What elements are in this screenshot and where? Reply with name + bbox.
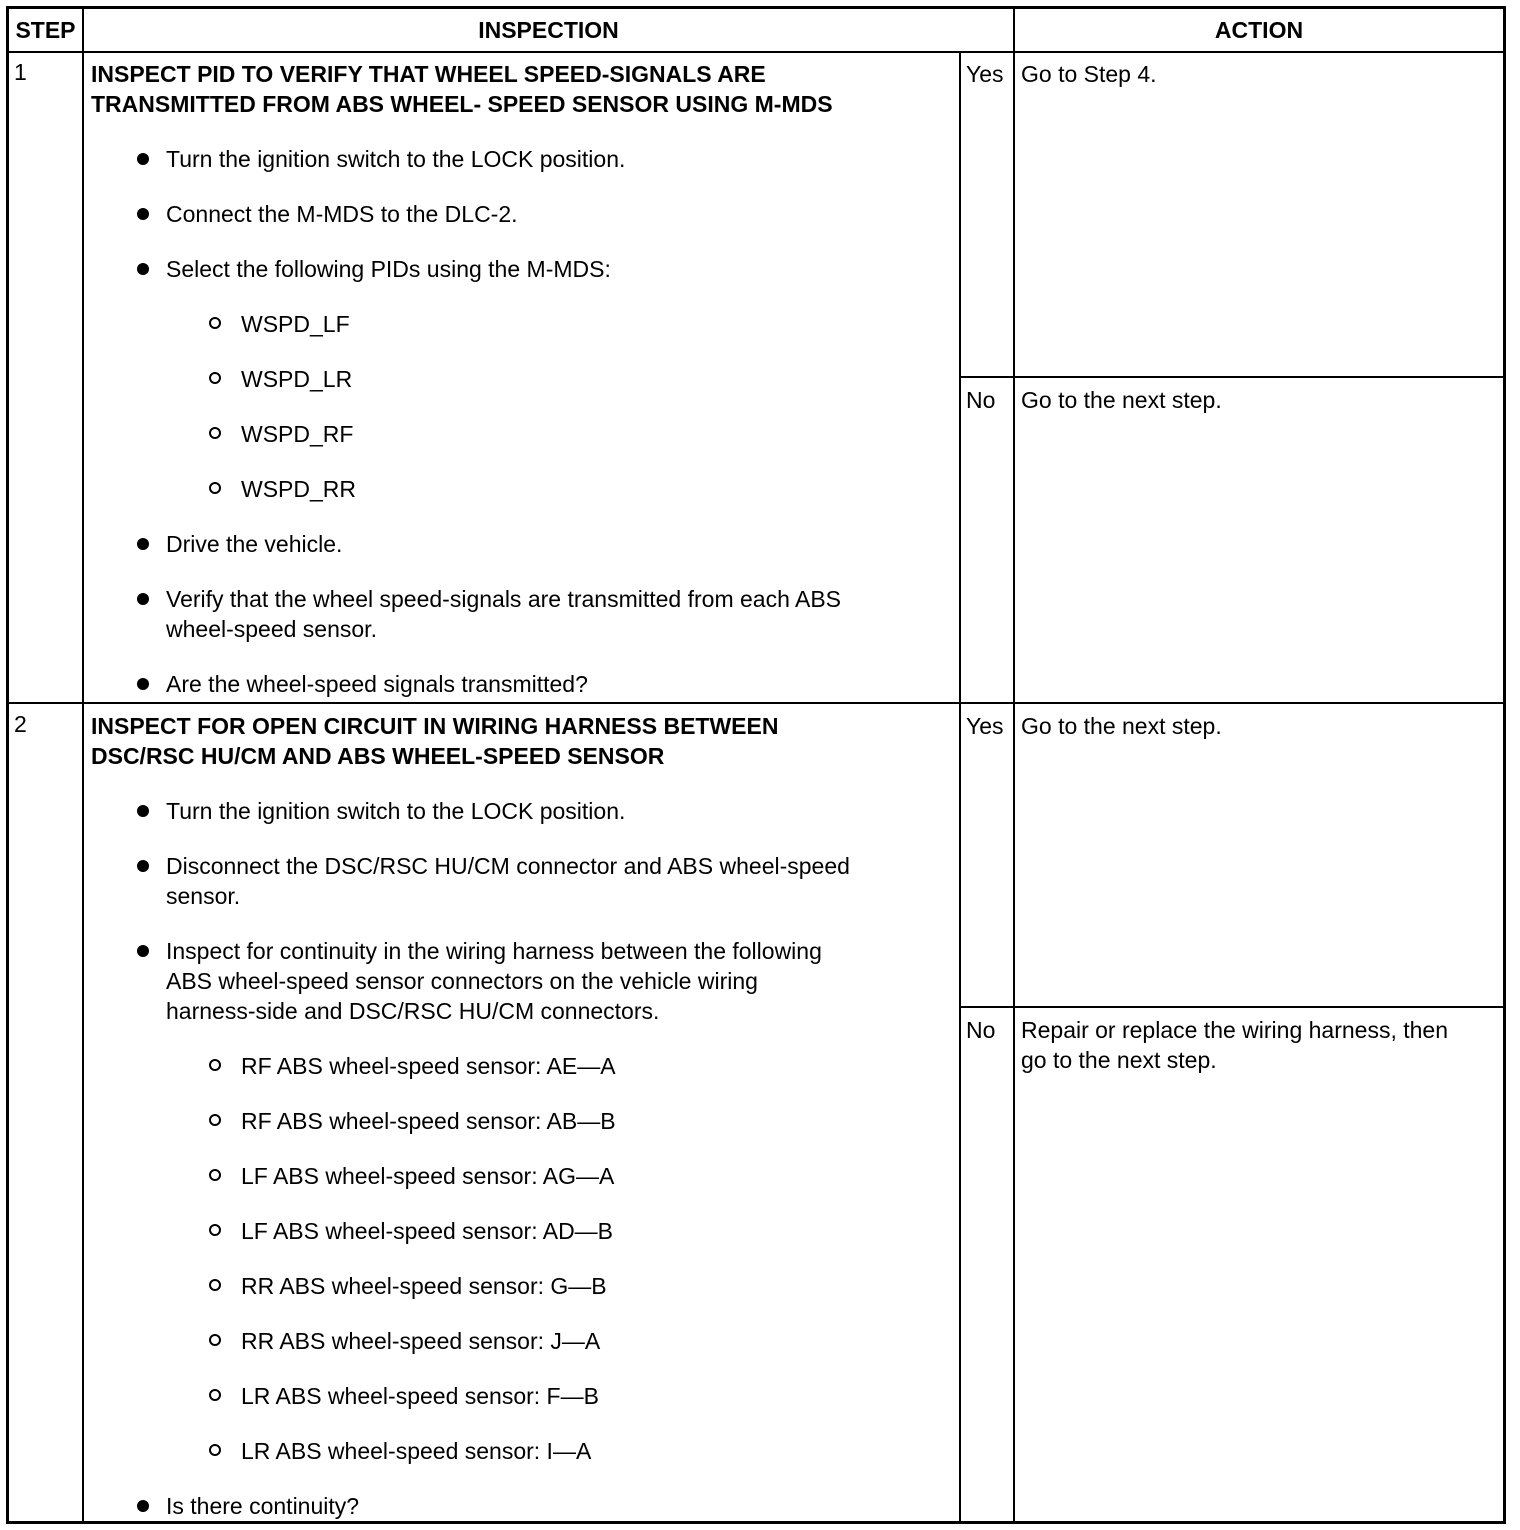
sub-bullet-icon bbox=[209, 1224, 221, 1236]
sub-bullet-icon bbox=[209, 1279, 221, 1291]
list-item: Turn the ignition switch to the LOCK position. bbox=[166, 798, 626, 824]
bullet-icon bbox=[137, 860, 149, 872]
list-item: Turn the ignition switch to the LOCK position. bbox=[166, 146, 626, 172]
sub-list-item: RR ABS wheel-speed sensor: J—A bbox=[241, 1328, 601, 1354]
action-column-divider bbox=[1013, 9, 1015, 1521]
sub-list-item: RF ABS wheel-speed sensor: AE—A bbox=[241, 1053, 616, 1079]
no-label: No bbox=[966, 387, 996, 413]
sub-bullet-icon bbox=[209, 427, 221, 439]
bullet-icon bbox=[137, 593, 149, 605]
step2-yes-no-divider bbox=[959, 1006, 1503, 1008]
sub-bullet-icon bbox=[209, 317, 221, 329]
sub-list-item: WSPD_LR bbox=[241, 366, 353, 392]
list-item: Verify that the wheel speed-signals are transmitted from each ABS bbox=[166, 586, 842, 612]
step1-yes-no-divider bbox=[959, 376, 1503, 378]
step-title: INSPECT FOR OPEN CIRCUIT IN WIRING HARNESS BETWEEN bbox=[91, 713, 779, 739]
list-item: Drive the vehicle. bbox=[166, 531, 343, 557]
list-item: Connect the M-MDS to the DLC-2. bbox=[166, 201, 518, 227]
bullet-icon bbox=[137, 945, 149, 957]
list-item-continuation: ABS wheel-speed sensor connectors on the vehicle wiring bbox=[166, 968, 758, 994]
step-column-divider bbox=[82, 9, 84, 1521]
sub-bullet-icon bbox=[209, 1169, 221, 1181]
bullet-icon bbox=[137, 263, 149, 275]
yes-action: Go to the next step. bbox=[1021, 713, 1222, 739]
yes-action: Go to Step 4. bbox=[1021, 61, 1157, 87]
step-title: INSPECT PID TO VERIFY THAT WHEEL SPEED-SIGNALS ARE bbox=[91, 61, 766, 87]
no-action: Go to the next step. bbox=[1021, 387, 1222, 413]
list-item: Are the wheel-speed signals transmitted? bbox=[166, 671, 588, 697]
sub-list-item: RF ABS wheel-speed sensor: AB—B bbox=[241, 1108, 616, 1134]
bullet-icon bbox=[137, 1500, 149, 1512]
list-item-continuation: wheel-speed sensor. bbox=[166, 616, 377, 642]
bullet-icon bbox=[137, 678, 149, 690]
bullet-icon bbox=[137, 538, 149, 550]
sub-bullet-icon bbox=[209, 1389, 221, 1401]
yes-no-column-divider bbox=[959, 51, 961, 1521]
bullet-icon bbox=[137, 153, 149, 165]
header-step: STEP bbox=[15, 17, 76, 43]
list-item-continuation: sensor. bbox=[166, 883, 241, 909]
sub-list-item: LF ABS wheel-speed sensor: AD—B bbox=[241, 1218, 614, 1244]
sub-list-item: LR ABS wheel-speed sensor: F—B bbox=[241, 1383, 599, 1409]
header-action: ACTION bbox=[1214, 17, 1304, 43]
sub-bullet-icon bbox=[209, 372, 221, 384]
step-number: 2 bbox=[14, 711, 27, 737]
sub-list-item: RR ABS wheel-speed sensor: G—B bbox=[241, 1273, 607, 1299]
row-divider bbox=[9, 702, 1503, 704]
list-item: Is there continuity? bbox=[166, 1493, 360, 1519]
list-item: Inspect for continuity in the wiring harness between the following bbox=[166, 938, 822, 964]
header-divider bbox=[9, 51, 1503, 53]
yes-label: Yes bbox=[966, 61, 1004, 87]
no-label: No bbox=[966, 1017, 996, 1043]
step-title: TRANSMITTED FROM ABS WHEEL- SPEED SENSOR USING M-MDS bbox=[91, 91, 833, 117]
sub-bullet-icon bbox=[209, 1114, 221, 1126]
sub-list-item: WSPD_RR bbox=[241, 476, 357, 502]
step-title: DSC/RSC HU/CM AND ABS WHEEL-SPEED SENSOR bbox=[91, 743, 665, 769]
bullet-icon bbox=[137, 805, 149, 817]
sub-bullet-icon bbox=[209, 1334, 221, 1346]
sub-bullet-icon bbox=[209, 482, 221, 494]
header-inspection: INSPECTION bbox=[478, 17, 619, 43]
sub-bullet-icon bbox=[209, 1059, 221, 1071]
procedure-table bbox=[6, 6, 1506, 1524]
yes-label: Yes bbox=[966, 713, 1004, 739]
no-action: Repair or replace the wiring harness, then bbox=[1021, 1017, 1449, 1043]
list-item-continuation: harness-side and DSC/RSC HU/CM connectors. bbox=[166, 998, 660, 1024]
sub-list-item: WSPD_RF bbox=[241, 421, 354, 447]
sub-list-item: LF ABS wheel-speed sensor: AG—A bbox=[241, 1163, 615, 1189]
sub-list-item: WSPD_LF bbox=[241, 311, 350, 337]
sub-list-item: LR ABS wheel-speed sensor: I—A bbox=[241, 1438, 592, 1464]
step-number: 1 bbox=[14, 59, 27, 85]
bullet-icon bbox=[137, 208, 149, 220]
sub-bullet-icon bbox=[209, 1444, 221, 1456]
list-item: Select the following PIDs using the M-MDS: bbox=[166, 256, 611, 282]
no-action: go to the next step. bbox=[1021, 1047, 1217, 1073]
list-item: Disconnect the DSC/RSC HU/CM connector and ABS wheel-speed bbox=[166, 853, 850, 879]
